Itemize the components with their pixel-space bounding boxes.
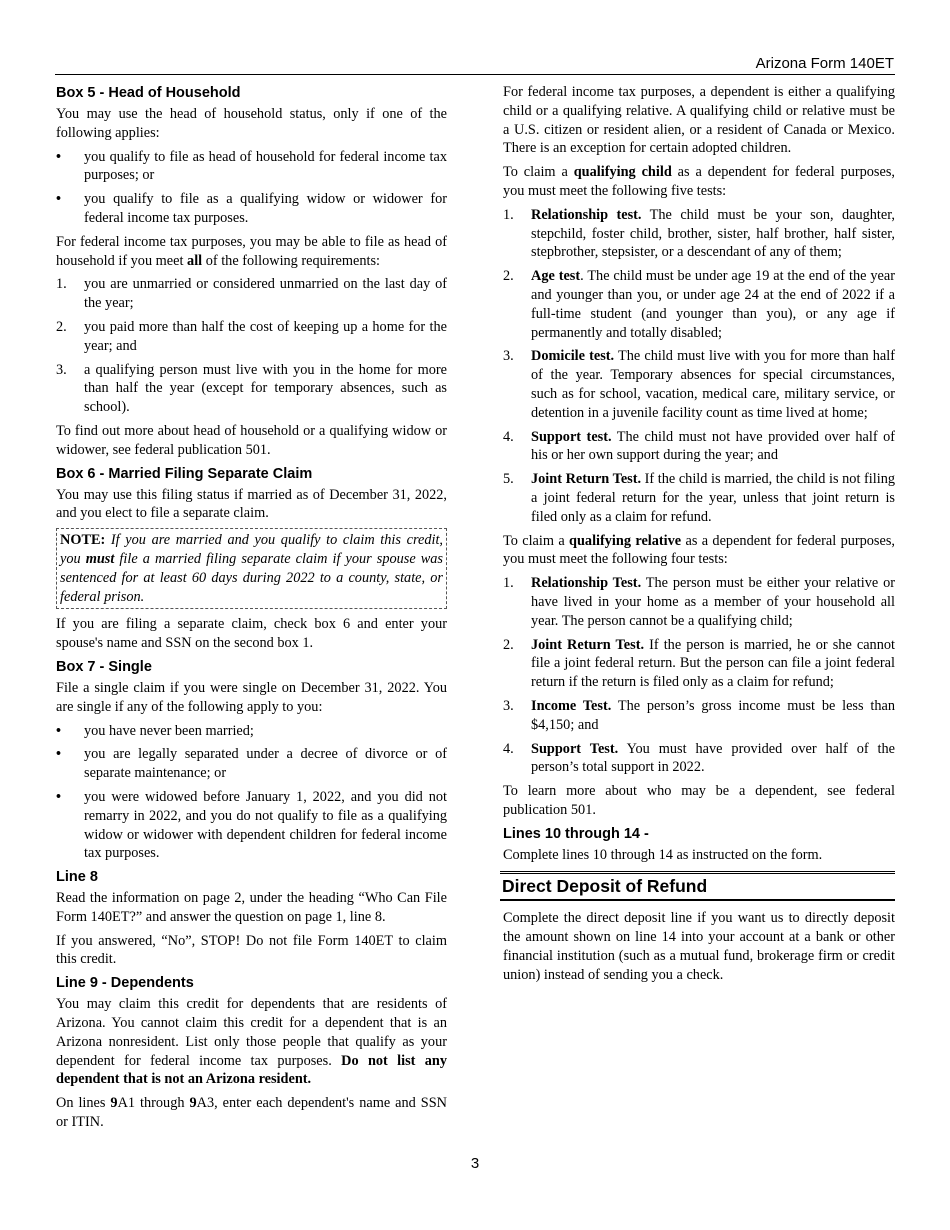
box6-heading: Box 6 - Married Filing Separate Claim: [56, 465, 313, 482]
list-item: • you qualify to file as a qualifying widow or widower for federal income tax purposes.: [56, 190, 447, 228]
box7-intro: File a single claim if you were single on December 31, 2022. You are single if any of the following apply to you:: [56, 679, 447, 715]
box7-bullet-list: [56, 722, 447, 864]
line9-paragraph-2: On lines 9A1 through 9A3, enter each dependent's name and SSN or ITIN.: [56, 1095, 447, 1131]
list-item: • you qualify to file as head of household for federal income tax purposes; or: [56, 148, 447, 186]
box5-heading: Box 5 - Head of Household: [56, 85, 241, 101]
line8-paragraph-2: If you answered, “No”, STOP! Do not file Form 140ET to claim this credit.: [56, 932, 447, 968]
list-item: • you were widowed before January 1, 2022, and you did not remarry in 2022, and you do not qualify to file as a qualifying widow or widower with dependent children for federal income tax purposes.: [56, 788, 447, 863]
list-item: 3. Income Test. The person’s gross income must be less than $4,150; and: [503, 697, 895, 733]
line8-heading: Line 8: [56, 869, 98, 886]
direct-deposit-heading: Direct Deposit of Refund: [502, 876, 708, 897]
form-title: Arizona Form 140ET: [755, 55, 894, 72]
list-item: 2. Joint Return Test. If the person is married, he or she cannot file a joint federal return. But the person can file a joint federal return if the return is filed only as a claim for refund;: [503, 636, 895, 691]
list-item: 3. a qualifying person must live with you in the home for more than half the year (except for temporary absences, such as school).: [56, 361, 447, 416]
qualifying-child-intro: To claim a qualifying child as a dependent for federal purposes, you must meet the following five tests:: [503, 164, 895, 199]
box6-intro: You may use this filing status if married as of December 31, 2022, and you elect to file a separate claim.: [56, 486, 447, 522]
list-item: 1. you are unmarried or considered unmarried on the last day of the year;: [56, 276, 447, 312]
list-item: 3. Domicile test. The child must live with you for more than half of the year. Temporary absences for special circumstances, such as for school, vacation, medical care, military service, or detention in a juvenile facility count as time lived at home;: [503, 348, 896, 421]
list-item: • you have never been married;: [56, 722, 447, 741]
direct-deposit-section-bar: [500, 871, 895, 901]
page-header: [55, 55, 895, 75]
list-item: • you are legally separated under a decree of divorce or of separate maintenance; or: [56, 745, 447, 783]
qualifying-child-tests: [503, 206, 895, 527]
box5-bullet-list: [56, 148, 447, 228]
line9-heading: Line 9 - Dependents: [56, 975, 194, 992]
box5-requirements-intro: For federal income tax purposes, you may be able to file as head of household if you meet all of the following requirements:: [56, 233, 447, 269]
list-item: 1. Relationship Test. The person must be either your relative or have lived in your home as a member of your household all year. The person cannot be a qualifying child;: [503, 575, 895, 629]
list-item: 5. Joint Return Test. If the child is married, the child is not filing a joint federal return for the year, unless that joint return is filed only as a claim for refund.: [503, 471, 895, 525]
list-item: 2. you paid more than half the cost of keeping up a home for the year; and: [56, 318, 447, 354]
box7-heading: Box 7 - Single: [56, 658, 152, 675]
list-item: 4. Support test. The child must not have provided over half of his or her own support during the year; and: [503, 428, 895, 464]
line8-paragraph-1: Read the information on page 2, under the heading “Who Can File Form 140ET?” and answer the question on page 1, line 8.: [56, 890, 447, 925]
box5-more-info: To find out more about head of household or a qualifying widow or widower, see federal publication 501.: [56, 422, 447, 458]
list-item: 4. Support Test. You must have provided over half of the person’s total support in 2022.: [503, 740, 896, 776]
right-column: [503, 83, 895, 990]
lines10-14-heading: Lines 10 through 14 -: [503, 825, 649, 842]
left-column: [56, 83, 447, 1137]
box6-instructions: If you are filing a separate claim, check box 6 and enter your spouse's name and SSN on the second box 1.: [56, 616, 447, 652]
box5-requirements-list: [56, 275, 447, 417]
box5-intro: You may use the head of household status, only if one of the following applies:: [56, 106, 447, 141]
qualifying-relative-tests: [503, 574, 895, 777]
box6-note: NOTE: If you are married and you qualify to claim this credit, you must file a married filing separate claim if your spouse was sentenced for at least 60 days during 2022 to a county, state, or federal prison.: [56, 528, 447, 609]
learn-more: To learn more about who may be a dependent, see federal publication 501.: [503, 783, 895, 818]
list-item: 1. Relationship test. The child must be your son, daughter, stepchild, foster child, brother, sister, half brother, half sister, stepbrother, stepsister, or a descendant of any of them;: [503, 206, 895, 261]
lines10-14-text: Complete lines 10 through 14 as instructed on the form.: [503, 846, 823, 863]
dependent-intro: For federal income tax purposes, a dependent is either a qualifying child or a qualifying relative. A qualifying child or relative must be a U.S. citizen or resident alien, or a resident of Canada or Mexico. There is an exception for certain adopted children.: [503, 84, 895, 157]
line9-paragraph-1: You may claim this credit for dependents that are residents of Arizona. You cannot claim this credit for a dependent that is an Arizona nonresident. List only those people that qualify as your dependent for federal income tax purposes. Do not list any dependent that is not an Arizona resident.: [56, 996, 448, 1088]
page-number: 3: [470, 1155, 480, 1172]
list-item: 2. Age test. The child must be under age 19 at the end of the year and younger than you, or under age 24 at the end of 2022 if a full-time student (and younger than you), or any age if permanently and totally disabled;: [503, 268, 895, 341]
qualifying-relative-intro: To claim a qualifying relative as a dependent for federal purposes, you must meet the following four tests:: [503, 532, 895, 568]
direct-deposit-text: Complete the direct deposit line if you want us to directly deposit the amount shown on line 14 into your account at a bank or other financial institution (such as a mutual fund, brokerage firm or credit union) instead of sending you a check.: [503, 910, 895, 983]
